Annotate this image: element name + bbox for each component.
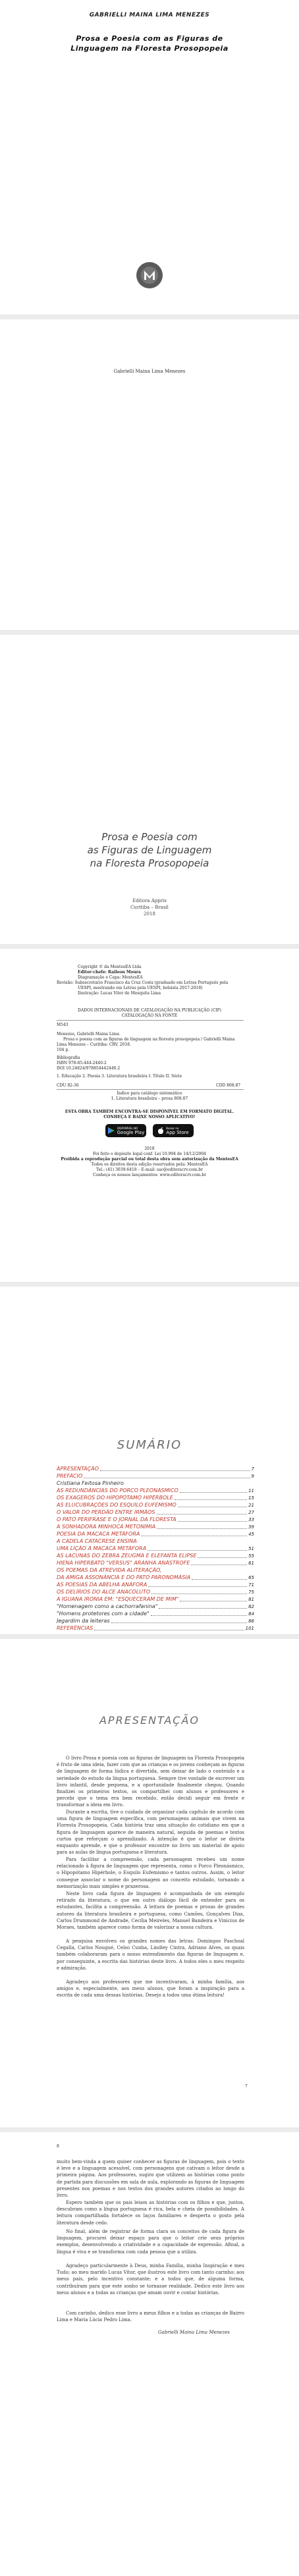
print-year: 2018 xyxy=(144,1146,155,1151)
title-page xyxy=(0,635,299,944)
toc-item[interactable] xyxy=(57,1538,254,1545)
toc-item[interactable] xyxy=(57,1574,254,1581)
apresentacao-p4: Neste livro cada figura de linguagem é acompanhada de um exemplo retirado da literatura, o que em outro diálogo fácil de entender para os estudantes, facilita a compreensão. A leitura de poemas e prosas de grandes autores da literatura brasileira e portuguesa, como Camões, Gonçalves Dias, Carlos Drummond de Andrade, Cecília Meireles, Manuel Bandeira e Vinicius de Moraes, também aparece como forma de valorizar a nossa cultura. xyxy=(57,1891,244,1931)
signature: Gabrielli Maina Lima Menezes xyxy=(158,2330,230,2335)
toc-item-label: AS REDUNDÂNCIAS DO PORCO PLEONÁSMICO xyxy=(57,1488,178,1493)
toc-item-label: OS DELÍRIOS DO ALCE ANACOLUTO xyxy=(57,1589,151,1595)
toc-item-page: 75 xyxy=(248,1590,254,1595)
toc-item[interactable] xyxy=(57,1531,254,1538)
toc-item[interactable] xyxy=(57,1589,254,1596)
toc-item[interactable] xyxy=(57,1618,254,1624)
toc-item-page: 45 xyxy=(248,1532,254,1537)
toc-item[interactable] xyxy=(57,1596,254,1603)
cip-l8: 1. Educação 2. Poesia 3. Literatura brasileira I. Título II. Série xyxy=(57,1074,182,1079)
toc-item-label: DA AMIGA ASSONÂNCIA E DO PATO PARONOMÁSIA xyxy=(57,1574,191,1580)
copyright-line6: Ilustração: Lucas Vitor de Mesquita Lima xyxy=(78,991,161,996)
toc-page xyxy=(0,1287,299,1634)
toc-item-label: Jegardim da leiteras xyxy=(57,1618,110,1624)
toc-item[interactable] xyxy=(57,1603,254,1610)
cip-l5: Bibliografia xyxy=(57,1056,80,1060)
apresentacao-p3: Para facilitar a compreensão, cada personagem recebeu um nome relacionado à figura de linguagem que representa, como o Porco Pleonásmico, o Hipopótamo Hipérbole, o Esquilo Eufemismo e tantos outros. Assim, o leitor consegue associar o nome do personagem ao conceito estudado, tornando a memorização mais simples e prazerosa. xyxy=(57,1857,244,1889)
cip-code: M543 xyxy=(57,1023,68,1027)
mentesea-logo xyxy=(136,262,163,288)
toc-item-page: 9 xyxy=(251,1474,254,1479)
continuation-p4: Agradeço particularmente à Deus, minha Família, minha Inspiração e meu Tudo; ao meu marido Lucas Vitor, que ilustrou este livro com tanto carinho; aos meus pais, pelo incentivo constante; e a todos que, de alguma forma, contribuíram para que este sonho se tornasse realidade. Dedico este livro aos meus alunos e a todas as crianças que amam ouvir e contar histórias. xyxy=(57,2263,244,2295)
toc-item-page: 51 xyxy=(248,1546,254,1551)
copyright-line5: UESPI, mestrando em Letras pela UESPI, bolsista 2017-2018) xyxy=(78,986,203,990)
toc-item-page: 15 xyxy=(248,1495,254,1501)
toc-item-page: 39 xyxy=(248,1524,254,1530)
toc-item-label: OS EXAGEROS DO HIPOPÓTAMO HIPÉRBOLE xyxy=(57,1495,173,1501)
toc-item[interactable] xyxy=(57,1560,254,1567)
toc-item-page: 27 xyxy=(248,1510,254,1515)
toc-item-page: 71 xyxy=(248,1582,254,1588)
apresentacao-p5: A pesquisa envolveu os grandes nomes das letras: Domingos Paschoal Cegalla, Carlos Nougué, Celso Cunha, Lindley Cintra, Adriano Alves, os quais também colaboraram para o nosso entendimento das figuras de linguagem e, por conseguinte, a escrita das histórias deste livro. A todos eles o meu respeito e admiração. xyxy=(57,1939,244,1971)
index-entry: 1. Literatura brasileira – prosa 808.87 xyxy=(111,1096,188,1101)
toc-item-label: APRESENTAÇÃO xyxy=(57,1466,99,1472)
toc-item-label: O PATO PERIFRASE E O JORNAL DA FLORESTA xyxy=(57,1516,177,1522)
google-play-button[interactable] xyxy=(105,1124,146,1137)
title-line3: na Floresta Prosopopeia xyxy=(90,857,209,869)
logo-mark-icon xyxy=(140,265,159,285)
toc-item-label: AS LACUNAS DO ZEBRA ZEUGMA E ELEFANTA ELIPSE xyxy=(57,1553,197,1559)
index-title: Índice para catálogo sistemático xyxy=(117,1091,182,1096)
legal-line4: Tel.: (41) 3039-6418 – E-mail: sac@editoracrv.com.br xyxy=(96,1167,203,1172)
legal-line2: Proibida a reprodução parcial ou total desta obra sem autorização da MentesEA xyxy=(61,1157,238,1162)
copyright-page xyxy=(0,949,299,1282)
toc-item[interactable] xyxy=(57,1524,254,1530)
toc-item-label: "Homens protetores com a cidade" xyxy=(57,1611,150,1617)
cip-title-2: CATALOGAÇÃO NA FONTE xyxy=(121,1013,178,1018)
cip-l7: DOI 10.24824/978854442440.2 xyxy=(57,1066,121,1071)
toc-item[interactable] xyxy=(57,1473,254,1480)
app-store-button[interactable] xyxy=(153,1124,194,1137)
toc-item-label: AS POESIAS DA ABELHA ANÁFORA xyxy=(57,1582,148,1588)
half-title-page xyxy=(0,319,299,630)
toc-item-page: 21 xyxy=(248,1503,254,1508)
toc-item-page: 11 xyxy=(248,1488,254,1493)
toc-item[interactable] xyxy=(57,1509,254,1516)
apresentacao-p2: Durante a escrita, tive o cuidado de organizar cada capítulo de acordo com uma figura de linguagem específica, com personagens animais que vivem na Floresta Prosopopeia. Cada história traz uma situação do cotidiano em que a figura de linguagem aparece de maneira natural, seguida de poemas e textos curtos que reforçam o aprendizado. A intenção é que o leitor se divirta enquanto aprende, e que o professor encontre no livro um material de apoio para as aulas de língua portuguesa e literatura. xyxy=(57,1810,244,1856)
ebook-line1: ESTA OBRA TAMBÉM ENCONTRA-SE DISPONÍVEL EM FORMATO DIGITAL. xyxy=(65,1110,234,1114)
apresentacao-page-number: 7 xyxy=(245,2084,248,2089)
legal-line1: Foi feito o depósito legal conf. Lei 10.994 de 14/12/2004 xyxy=(93,1152,206,1156)
toc-item-page: 101 xyxy=(245,1626,254,1631)
copyright-line3: Diagramação e Capa: MentesEA xyxy=(78,975,143,980)
half-title-author: Gabrielli Maina Lima Menezes xyxy=(113,369,186,374)
toc-item[interactable] xyxy=(57,1488,254,1494)
copyright-line1: Copyright © da MentesEA Ltda xyxy=(78,965,142,969)
cip-cdd: CDD 808.87 xyxy=(216,1083,241,1088)
toc-leader xyxy=(148,1586,247,1587)
toc-item-label: OS POEMAS DA ATREVIDA ALITERAÇÃO, xyxy=(57,1567,162,1573)
continuation-p3: No final, além de registrar de forma clara os conceitos de cada figura de linguagem, procurei deixar espaço para que o leitor crie seus próprios exemplos, desenvolvendo a criatividade e a capacidade de expressão. Afinal, a língua é viva e se transforma com cada pessoa que a utiliza. xyxy=(57,2229,244,2255)
apresentacao-page xyxy=(0,1639,299,2128)
cip-l4: 104 p. xyxy=(57,1048,70,1052)
toc-item-page: 84 xyxy=(248,1611,254,1617)
toc-leader xyxy=(100,1470,250,1471)
toc-item-page: 33 xyxy=(248,1517,254,1522)
google-play-small: DISPONÍVEL NO xyxy=(117,1127,138,1130)
toc-leader xyxy=(198,1557,247,1558)
toc-item[interactable] xyxy=(57,1582,254,1588)
toc-leader xyxy=(151,1615,247,1616)
cover-page xyxy=(0,0,299,315)
continuation-p5: Com carinho, dedico esse livro a meus filhos e a todas as crianças de Bairro Lima e Maria Lúcia Pedro Lima. xyxy=(57,2311,244,2323)
toc-item-label: HIENA HIPÉRBATO "VERSUS" ARANHA ANÁSTROFE xyxy=(57,1560,190,1566)
toc-item-page: 55 xyxy=(248,1553,254,1559)
toc-leader xyxy=(175,1499,247,1500)
toc-item-page: 82 xyxy=(248,1604,254,1609)
google-play-big: Google Play xyxy=(117,1130,145,1135)
toc-item-label: PREFÁCIO xyxy=(57,1473,83,1479)
toc-item[interactable] xyxy=(57,1625,254,1632)
cover-title-line2: Linguagem na Floresta Prosopopeia xyxy=(70,44,229,53)
toc-item-page: 61 xyxy=(248,1561,254,1566)
toc-item-label: UMA LIÇÃO À MACACA METÁFORA xyxy=(57,1545,147,1551)
apresentacao-p1: O livro Prosa e poesia com as figuras de linguagem na Floresta Prosopopeia é fruto de uma ideia, fazer com que as crianças e os jovens conheçam as figuras de linguagem de forma lúdica e divertida, sem deixar de lado o conteúdo e a seriedade do estudo da língua portuguesa. Sempre tive vontade de escrever um livro infantil, desde pequena, e a oportunidade finalmente chegou. Quando finalizei os primeiros textos, os compartilhei com alunos e professores e percebi que o tema era bem recebido, então decidi seguir em frente e transformar a ideia em livro. xyxy=(57,1756,245,1808)
toc-leader xyxy=(192,1579,247,1580)
ebook-line2: CONHEÇA E BAIXE NOSSO APLICATIVO! xyxy=(103,1115,196,1119)
toc-leader xyxy=(148,1550,247,1551)
app-store-big: App Store xyxy=(166,1130,189,1135)
toc-item[interactable] xyxy=(57,1611,254,1617)
app-store-small: Baixar na xyxy=(166,1127,179,1130)
title-city: Curitiba – Brasil xyxy=(130,905,169,910)
cip-title-1: DADOS INTERNACIONAIS DE CATALOGAÇÃO NA PUBLICAÇÃO (CIP) xyxy=(78,1008,221,1013)
cip-l2: Prosa e poesia com as figuras de linguagem na floresta prosopopeia / Gabrielli Maina xyxy=(63,1037,235,1042)
cover-title-line1: Prosa e Poesia com as Figuras de xyxy=(76,34,223,43)
toc-item[interactable] xyxy=(57,1516,254,1523)
title-publisher: Editora Appris xyxy=(132,898,167,903)
toc-item-label: A IGUANA IRONIA EM: "ESQUECERAM DE MIM" xyxy=(57,1596,179,1602)
continuation-page xyxy=(0,2132,299,2576)
title-line2: as Figuras de Linguagem xyxy=(87,844,212,856)
toc-leader xyxy=(178,1521,247,1522)
toc-item[interactable] xyxy=(57,1480,254,1487)
toc-item-label: O VALOR DO PERDÃO ENTRE IRMÃOS xyxy=(57,1509,155,1515)
google-play-icon xyxy=(107,1127,115,1135)
title-line1: Prosa e Poesia com xyxy=(101,831,198,843)
toc-item-label: REFERÊNCIAS xyxy=(57,1625,94,1631)
copyright-line2: Editor-chefe: Raileon Moura xyxy=(78,970,141,975)
toc-item[interactable] xyxy=(57,1567,254,1574)
legal-line5: Conheça os nossos lançamentos: www.editoracrv.com.br xyxy=(92,1173,207,1177)
apresentacao-p6: Agradeço aos professores que me incentivaram, à minha família, aos amigos e, especialmente, aos meus alunos, que foram a inspiração para a escrita de cada uma dessas histórias. Desejo a todos uma ótima leitura! xyxy=(57,1979,244,1999)
toc-item-label: "Homenagem como a cachorrafanina" xyxy=(57,1603,158,1609)
toc-leader xyxy=(157,1514,248,1515)
toc-title: SUMÁRIO xyxy=(117,1438,182,1452)
cip-l6: ISBN 978-85-444-2440-2 xyxy=(57,1061,107,1065)
toc-item-label: A SONHADORA MINHOCA METONÍMIA xyxy=(57,1524,156,1530)
toc-item-label: POESIA DA MACACA METÁFORA xyxy=(57,1531,140,1537)
toc-leader xyxy=(157,1528,247,1529)
cip-l3: Lima Menezes – Curitiba: CRV, 2018. xyxy=(57,1042,131,1047)
toc-item[interactable] xyxy=(57,1545,254,1552)
toc-item[interactable] xyxy=(57,1466,254,1472)
toc-item[interactable] xyxy=(57,1553,254,1559)
toc-item-page: 7 xyxy=(251,1466,254,1472)
apple-icon xyxy=(157,1127,164,1135)
toc-item-label: Cristiana Feitosa Pinheiro xyxy=(57,1480,124,1486)
title-year: 2018 xyxy=(144,911,155,917)
cip-cdu: CDU 82-36 xyxy=(57,1083,79,1088)
toc-leader xyxy=(180,1492,247,1493)
continuation-page-number: 8 xyxy=(57,2144,59,2149)
cover-author: GABRIELLI MAINA LIMA MENEZES xyxy=(89,12,210,18)
toc-item[interactable] xyxy=(57,1502,254,1509)
legal-line3: Todos os direitos desta edição reservados pela: MentesEA xyxy=(91,1162,208,1167)
toc-item[interactable] xyxy=(57,1495,254,1501)
apresentacao-title: APRESENTAÇÃO xyxy=(99,1714,200,1727)
toc-item-page: 65 xyxy=(248,1575,254,1580)
toc-item-page: 81 xyxy=(248,1597,254,1602)
continuation-p1: muito bem-vinda a quem quiser conhecer as figuras de linguagem, pois o texto é leve e a linguagem acessível, com personagens que cativam o leitor desde a primeira página. Aos professores, sugiro que utilizem as histórias como ponto de partida para discussões em sala de aula, explorando as figuras de linguagem presentes nos poemas e nos textos dos grandes autores citados ao longo do livro. xyxy=(57,2159,244,2199)
copyright-line4: Revisão: Subsecretário Francisco da Cruz Costa (graduado em Letras Português pela xyxy=(57,980,229,985)
cip-l1: Menezes, Gabrielli Maina Lima xyxy=(57,1032,120,1036)
toc-leader xyxy=(159,1608,247,1609)
toc-item-label: A CADELA CATACRESE ENSINA xyxy=(57,1538,137,1544)
toc-item-label: AS ELUCUBRAÇÕES DO ESQUILO EUFEMISMO xyxy=(57,1502,177,1508)
continuation-p2: Espero também que os pais leiam as histórias com os filhos e que, juntos, descubram como a língua portuguesa é rica, bela e cheia de possibilidades. A leitura compartilhada fortalece os laços familiares e desperta o gosto pela literatura desde cedo. xyxy=(57,2200,244,2226)
toc-item-page: 86 xyxy=(248,1619,254,1624)
